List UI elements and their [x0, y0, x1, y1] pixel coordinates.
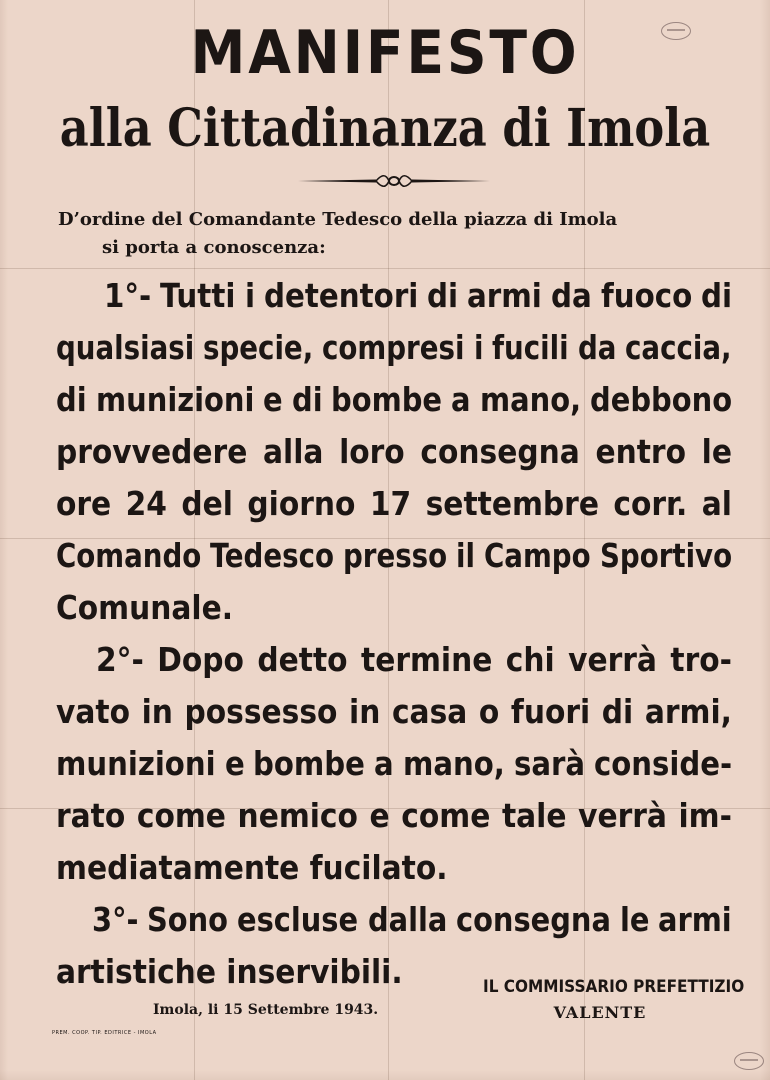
decree-line: Comunale.: [56, 588, 234, 627]
printer-credit: PREM. COOP. TIP. EDITRICE - IMOLA: [52, 1030, 157, 1036]
signature-block: [470, 974, 745, 1026]
decree-line: rato come nemico e come tale verrà im-: [56, 796, 732, 835]
order-intro: [58, 206, 738, 262]
signature-role: IL COMMISSARIO PREFETTIZIO: [483, 977, 745, 997]
decree-line: qualsiasi specie, compresi i fucili da caccia,: [56, 328, 732, 367]
decree-line: 1°- Tutti i detentori di armi da fuoco di: [104, 276, 732, 315]
decree-line: Comando Tedesco presso il Campo Sportivo: [56, 536, 732, 575]
decree-line: 2°- Dopo detto termine chi verrà tro-: [96, 640, 732, 679]
poster-subtitle: alla Cittadinanza di Imola: [59, 98, 711, 159]
decree-line: artistiche inservibili.: [56, 952, 403, 991]
decree-line: vato in possesso in casa o fuori di armi,: [56, 692, 732, 731]
decree-line: munizioni e bombe a mano, sarà conside-: [56, 744, 732, 783]
decree-body: [56, 270, 745, 998]
order-intro-line: si porta a conoscenza:: [102, 237, 326, 258]
fold-line: [0, 268, 770, 269]
decree-line: provvedere alla loro consegna entro le: [56, 432, 732, 471]
poster-title: MANIFESTO: [190, 18, 580, 88]
decree-line: di munizioni e di bombe a mano, debbono: [56, 380, 732, 419]
decree-line: mediatamente fucilato.: [56, 848, 448, 887]
archive-stamp-icon: [734, 1052, 764, 1070]
signature-name: VALENTE: [553, 1003, 647, 1022]
decree-line: ore 24 del giorno 17 settembre corr. al: [56, 484, 732, 523]
ornament-divider-icon: [296, 173, 492, 189]
place-date: Imola, li 15 Settembre 1943.: [153, 1002, 379, 1018]
decree-line: 3°- Sono escluse dalla consegna le armi: [92, 900, 732, 939]
order-intro-line: D’ordine del Comandante Tedesco della piazza di Imola: [58, 209, 618, 230]
